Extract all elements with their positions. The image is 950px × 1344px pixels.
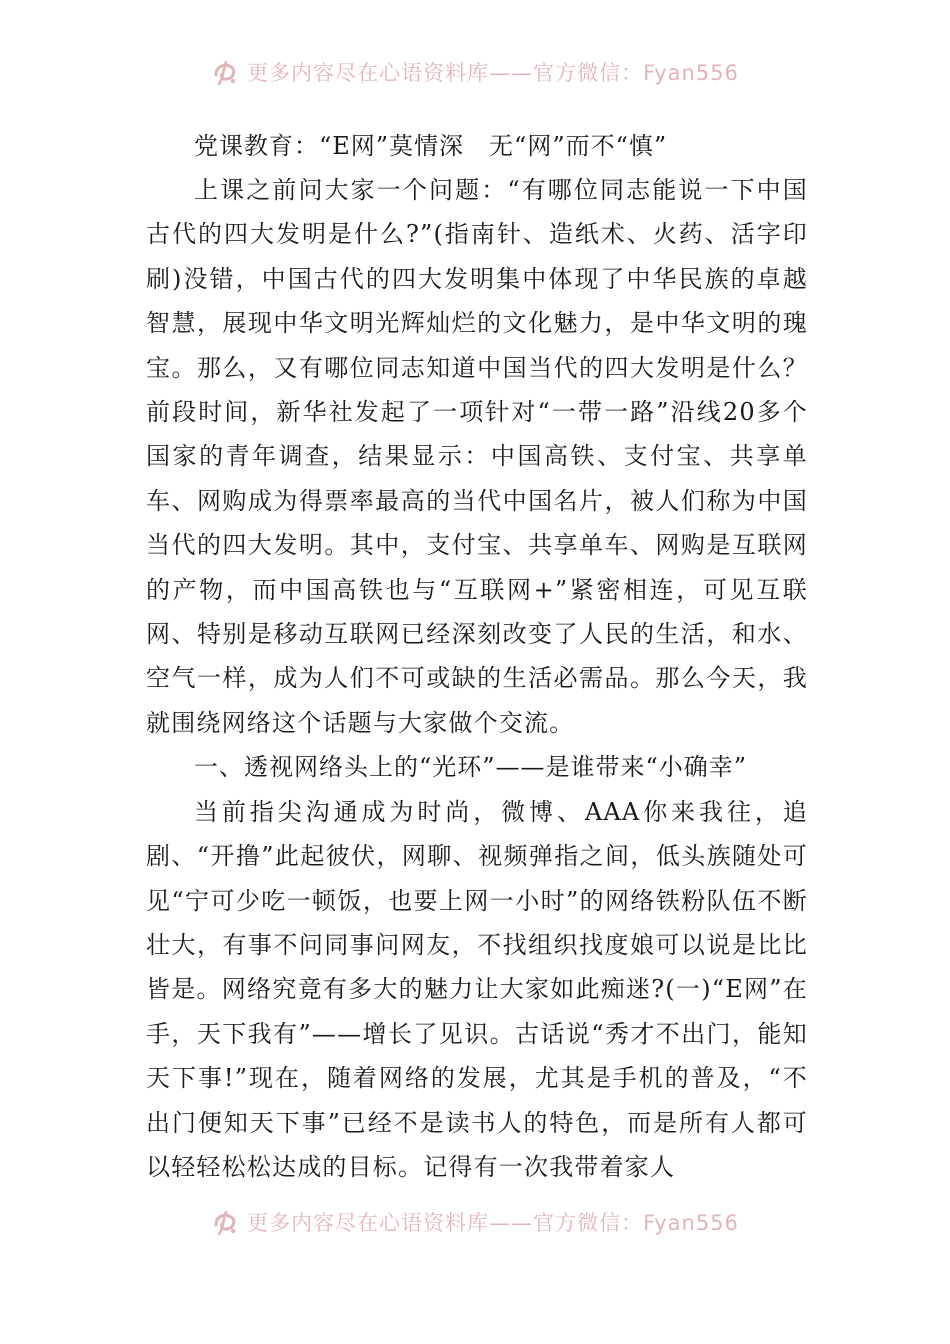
intro-paragraph: 上课之前问大家一个问题：“有哪位同志能说一下中国古代的四大发明是什么?”(指南针、造纸术、火药、活字印刷)没错，中国古代的四大发明集中体现了中华民族的卓越智慧，展现中华文明光辉灿烂的文化魅力，是中华文明的瑰宝。那么，又有哪位同志知道中国当代的四大发明是什么？前段时间，新华社发起了一项针对“一带一路”沿线20多个国家的青年调查，结果显示：中国高铁、支付宝、共享单车、网购成为得票率最高的当代中国名片，被人们称为中国当代的四大发明。其中，支付宝、共享单车、网购是互联网的产物，而中国高铁也与“互联网+”紧密相连，可见互联网、特别是移动互联网已经深刻改变了人民的生活，和水、空气一样，成为人们不可或缺的生活必需品。那么今天，我就围绕网络这个话题与大家做个交流。: [146, 176, 808, 737]
watermark-group: [211, 57, 739, 87]
document-body: [146, 124, 808, 1189]
watermark-text: 更多内容尽在心语资料库——官方微信：Fyan556: [247, 61, 739, 85]
section-heading: 一、透视网络头上的“光环”——是谁带来“小确幸”: [194, 753, 748, 782]
watermark-header: [0, 54, 950, 90]
watermark-group: [211, 1207, 739, 1237]
watermark-logo-icon: [211, 57, 241, 87]
section-paragraph: 当前指尖沟通成为时尚，微博、AAA你来我往，追剧、“开撸”此起彼伏，网聊、视频弹指之间，低头族随处可见“宁可少吃一顿饭，也要上网一小时”的网络铁粉队伍不断壮大，有事不问同事问网友，不找组织找度娘可以说是比比皆是。网络究竟有多大的魅力让大家如此痴迷?(一)“E网”在手，天下我有”——增长了见识。古话说“秀才不出门，能知天下事!”现在，随着网络的发展，尤其是手机的普及，“不出门便知天下事”已经不是读书人的特色，而是所有人都可以轻轻松松达成的目标。记得有一次我带着家人: [146, 797, 808, 1181]
watermark-text: 更多内容尽在心语资料库——官方微信：Fyan556: [247, 1211, 739, 1235]
watermark-logo-icon: [211, 1207, 241, 1237]
watermark-footer: [0, 1204, 950, 1240]
document-title: 党课教育：“E网”莫情深 无“网”而不“慎”: [194, 132, 668, 160]
